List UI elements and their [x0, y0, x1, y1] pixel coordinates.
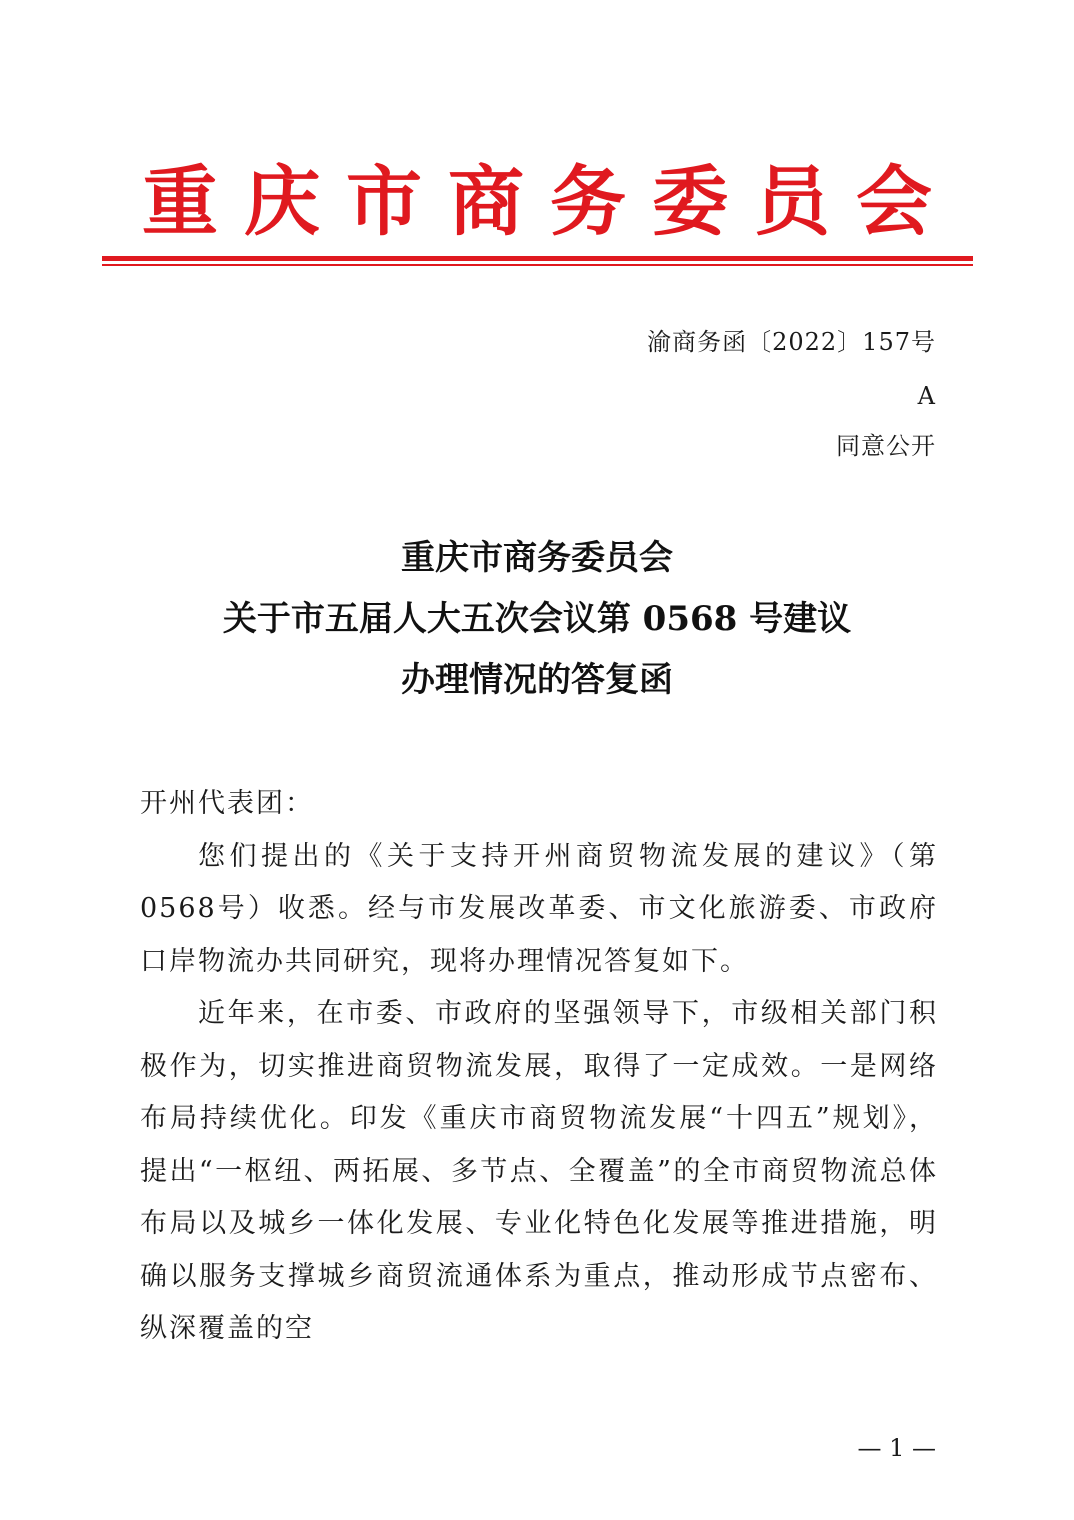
classification-mark: A [917, 382, 936, 410]
masthead-title: 重庆市商务委员会 [142, 157, 958, 246]
page-number: — 1 — [857, 1434, 936, 1462]
document-number: 渝商务函〔2022〕157号 [647, 328, 936, 356]
document-title [100, 528, 974, 711]
paragraph-progress: 近年来，在市委、市政府的坚强领导下，市级相关部门积极作为，切实推进商贸物流发展，取得了一定成效。一是网络布局持续优化。印发《重庆市商贸物流发展“十四五”规划》，提出“一枢纽、两拓展、多节点、全覆盖”的全市商贸物流总体布局以及城乡一体化发展、专业化特色化发展等推进措施，明确以服务支撑城乡商贸流通体系为重点，推动形成节点密布、纵深覆盖的空 [140, 998, 938, 1344]
salutation: 开州代表团： [140, 788, 314, 819]
title-line-1: 重庆市商务委员会 [401, 538, 673, 578]
title-line-2: 关于市五届人大五次会议第 0568 号建议 [222, 599, 852, 639]
masthead-rule-thin [102, 264, 973, 266]
masthead-rule-thick [102, 256, 973, 261]
title-line-3: 办理情况的答复函 [401, 660, 673, 700]
paragraph-receipt: 您们提出的《关于支持开州商贸物流发展的建议》（第0568号）收悉。经与市发展改革委、市文化旅游委、市政府口岸物流办共同研究，现将办理情况答复如下。 [140, 840, 938, 977]
letter-body [140, 778, 938, 1356]
disclosure-status: 同意公开 [836, 432, 936, 460]
